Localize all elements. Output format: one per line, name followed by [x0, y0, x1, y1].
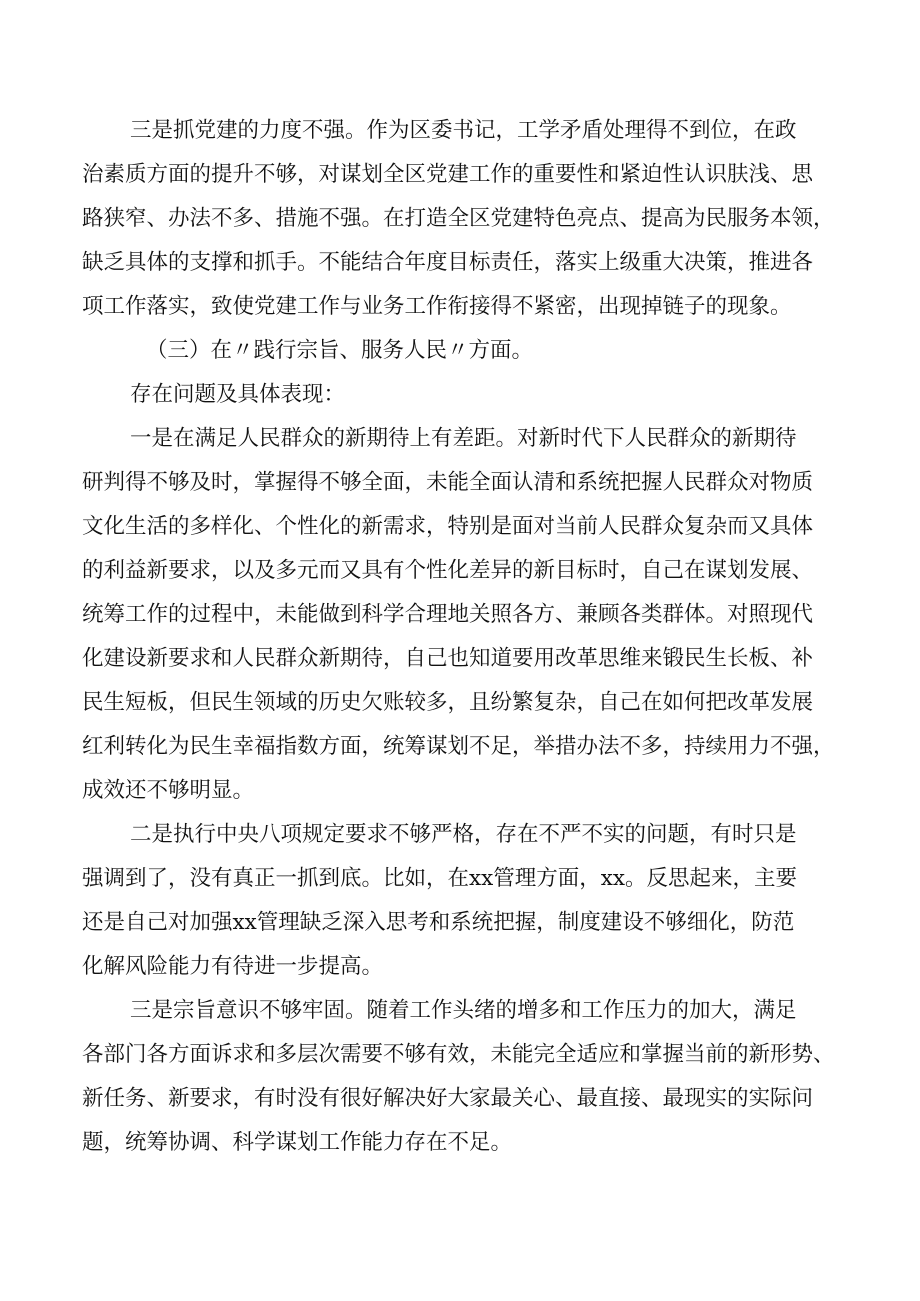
text-line: 一是在满足人民群众的新期待上有差距。对新时代下人民群众的新期待: [130, 426, 797, 451]
text-line: 题，统筹协调、科学谋划工作能力存在不足。: [82, 1130, 513, 1155]
text-line: 统筹工作的过程中，未能做到科学合理地关照各方、兼顾各类群体。对照现代: [82, 602, 814, 627]
text-line: 三是宗旨意识不够牢固。随着工作头绪的增多和工作压力的加大，满足: [130, 998, 797, 1023]
text-line: 的利益新要求，以及多元而又具有个性化差异的新目标时，自己在谋划发展、: [82, 558, 814, 583]
text-line: 项工作落实，致使党建工作与业务工作衔接得不紧密，出现掉链子的现象。: [82, 294, 792, 319]
text-line: 新任务、新要求，有时没有很好解决好大家最关心、最直接、最现实的实际问: [82, 1086, 814, 1111]
text-line: 强调到了，没有真正一抓到底。比如，在xx管理方面，xx。反思起来，主要: [82, 866, 798, 891]
text-line: 成效还不够明显。: [82, 778, 255, 803]
text-line: 民生短板，但民生领域的历史欠账较多，且纷繁复杂，自己在如何把改革发展: [82, 690, 814, 715]
text-line: 二是执行中央八项规定要求不够严格，存在不严不实的问题，有时只是: [130, 822, 797, 847]
text-line: 研判得不够及时，掌握得不够全面，未能全面认清和系统把握人民群众对物质: [82, 470, 814, 495]
text-line: 治素质方面的提升不够，对谋划全区党建工作的重要性和紧迫性认识肤浅、思: [82, 162, 814, 187]
text-line: 化建设新要求和人民群众新期待，自己也知道要用改革思维来锻民生长板、补: [82, 646, 814, 671]
text-line: 还是自己对加强xx管理缺乏深入思考和系统把握，制度建设不够细化，防范: [82, 910, 795, 935]
section-heading: （三）在〃践行宗旨、服务人民〃方面。: [146, 338, 534, 363]
text-line: 文化生活的多样化、个性化的新需求，特别是面对当前人民群众复杂而又具体: [82, 514, 814, 539]
text-line: 红利转化为民生幸福指数方面，统筹谋划不足，举措办法不多，持续用力不强，: [82, 734, 835, 759]
text-line: 缺乏具体的支撑和抓手。不能结合年度目标责任，落实上级重大决策，推进各: [82, 250, 814, 275]
text-line: 化解风险能力有待进一步提高。: [82, 954, 384, 979]
text-line: 路狭窄、办法不多、措施不强。在打造全区党建特色亮点、提高为民服务本领，: [82, 206, 835, 231]
subheading: 存在问题及具体表现：: [130, 382, 346, 407]
text-line: 三是抓党建的力度不强。作为区委书记，工学矛盾处理得不到位，在政: [130, 118, 797, 143]
text-line: 各部门各方面诉求和多层次需要不够有效，未能完全适应和掌握当前的新形势、: [82, 1042, 835, 1067]
